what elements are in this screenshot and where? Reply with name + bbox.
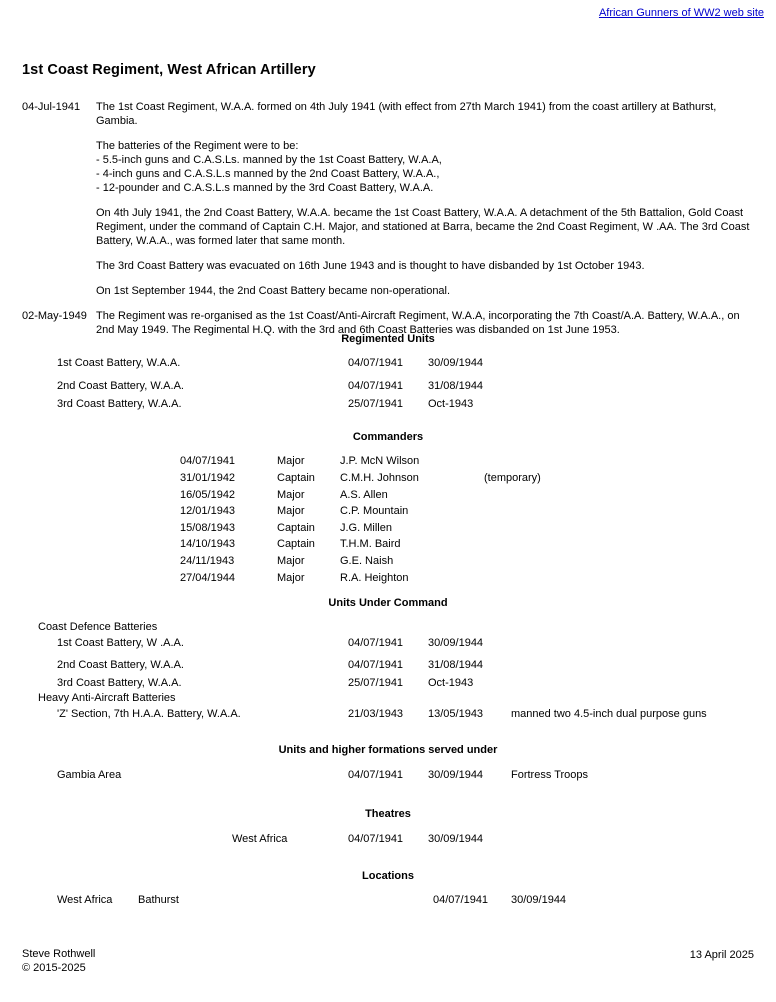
formation-from: 04/07/1941: [348, 769, 404, 781]
unit-group-label: Coast Defence Batteries: [38, 621, 158, 633]
african-gunners-site-link[interactable]: African Gunners of WW2 web site: [598, 7, 764, 19]
regimented-unit-from: 04/07/1941: [348, 357, 404, 369]
commander-rank: Major: [277, 555, 305, 567]
commander-name: A.S. Allen: [340, 489, 388, 501]
regimented-unit-from: 04/07/1941: [348, 380, 404, 392]
formation-to: 30/09/1944: [428, 769, 484, 781]
footer-author: Steve Rothwell: [22, 948, 96, 960]
commander-name: J.P. McN Wilson: [340, 455, 420, 467]
unit-to: 30/09/1944: [428, 637, 484, 649]
commander-note: (temporary): [484, 472, 541, 484]
regimented-unit-from: 25/07/1941: [348, 398, 404, 410]
section-heading-theatres: Theatres: [365, 808, 411, 820]
commander-rank: Major: [277, 489, 305, 501]
unit-name: 2nd Coast Battery, W.A.A.: [57, 659, 184, 671]
chronology-paragraph: - 4-inch guns and C.A.S.L.s manned by the 2nd Coast Battery, W.A.A.,: [96, 168, 440, 180]
commander-rank: Captain: [277, 522, 315, 534]
unit-note: manned two 4.5-inch dual purpose guns: [511, 708, 707, 720]
footer-date: 13 April 2025: [689, 949, 754, 961]
chronology-body: [96, 100, 752, 298]
location-region: West Africa: [57, 894, 113, 906]
section-heading-higher-formations: Units and higher formations served under: [278, 744, 498, 756]
commander-rank: Major: [277, 505, 305, 517]
commander-date: 14/10/1943: [180, 538, 236, 550]
commander-rank: Captain: [277, 472, 315, 484]
unit-group-label: Heavy Anti-Aircraft Batteries: [38, 692, 176, 704]
unit-name: 'Z' Section, 7th H.A.A. Battery, W.A.A.: [57, 708, 241, 720]
chronology-paragraph: - 12-pounder and C.A.S.L.s manned by the 3rd Coast Battery, W.A.A.: [96, 182, 434, 194]
theatre-to: 30/09/1944: [428, 833, 484, 845]
regimented-unit-to: 31/08/1944: [428, 380, 484, 392]
commander-date: 27/04/1944: [180, 572, 236, 584]
regimented-unit-name: 3rd Coast Battery, W.A.A.: [57, 398, 182, 410]
section-heading-commanders: Commanders: [352, 431, 424, 443]
chronology-paragraph: The batteries of the Regiment were to be:: [96, 140, 299, 152]
theatre-from: 04/07/1941: [348, 833, 404, 845]
unit-name: 1st Coast Battery, W .A.A.: [57, 637, 184, 649]
unit-to: 13/05/1943: [428, 708, 484, 720]
commander-date: 12/01/1943: [180, 505, 236, 517]
commander-date: 16/05/1942: [180, 489, 236, 501]
chronology-paragraph: The Regiment was re-organised as the 1st Coast/Anti-Aircraft Regiment, W.A.A, incorporating the 7th Coast/A.A. Battery, W.A.A., on 2nd May 1949. The Regimental H.Q. with the 3rd and 6th Coast Batteries was disbanded on 1st June 1953.: [96, 310, 740, 336]
commander-date: 24/11/1943: [180, 555, 235, 567]
chronology: [22, 100, 752, 348]
unit-from: 04/07/1941: [348, 659, 404, 671]
unit-from: 25/07/1941: [348, 677, 404, 689]
regimented-unit-name: 2nd Coast Battery, W.A.A.: [57, 380, 184, 392]
commander-name: G.E. Naish: [340, 555, 394, 567]
section-heading-regimented-units: Regimented Units: [341, 333, 435, 345]
commander-date: 15/08/1943: [180, 522, 236, 534]
formation-name: Gambia Area: [57, 769, 122, 781]
unit-from: 21/03/1943: [348, 708, 404, 720]
chronology-paragraph: The 1st Coast Regiment, W.A.A. formed on 4th July 1941 (with effect from 27th March 1941) from the coast artillery at Bathurst, Gambia.: [96, 101, 717, 127]
location-to: 30/09/1944: [511, 894, 567, 906]
formation-note: Fortress Troops: [511, 769, 589, 781]
chronology-date: 04-Jul-1941: [22, 101, 81, 113]
unit-to: Oct-1943: [428, 677, 474, 689]
commander-rank: Captain: [277, 538, 315, 550]
commander-name: C.P. Mountain: [340, 505, 409, 517]
unit-to: 31/08/1944: [428, 659, 484, 671]
commander-name: J.G. Millen: [340, 522, 392, 534]
regimented-unit-name: 1st Coast Battery, W.A.A.: [57, 357, 181, 369]
footer-left: [22, 947, 95, 975]
section-heading-locations: Locations: [362, 870, 414, 882]
chronology-date: 02-May-1949: [22, 310, 87, 322]
commander-name: C.M.H. Johnson: [340, 472, 419, 484]
page-title: 1st Coast Regiment, West African Artillery: [22, 62, 316, 78]
commander-rank: Major: [277, 455, 305, 467]
regimented-unit-to: Oct-1943: [428, 398, 474, 410]
commander-date: 31/01/1942: [180, 472, 236, 484]
chronology-paragraph: On 4th July 1941, the 2nd Coast Battery, W.A.A. became the 1st Coast Battery, W.A.A. A detachment of the 5th Battalion, Gold Coast Regiment, under the command of Captain C.H. Major, and stationed at Barra, became the 2nd Coast Regiment, W .AA. The 3rd Coast Battery, W.A.A., was formed later that same month.: [96, 207, 750, 247]
commander-name: T.H.M. Baird: [340, 538, 401, 550]
chronology-paragraph: The 3rd Coast Battery was evacuated on 16th June 1943 and is thought to have disbanded by 1st October 1943.: [96, 260, 645, 272]
unit-from: 04/07/1941: [348, 637, 404, 649]
unit-name: 3rd Coast Battery, W.A.A.: [57, 677, 182, 689]
chronology-paragraph: On 1st September 1944, the 2nd Coast Battery became non-operational.: [96, 285, 451, 297]
chronology-entry: [22, 100, 752, 298]
commander-rank: Major: [277, 572, 305, 584]
regimented-unit-to: 30/09/1944: [428, 357, 484, 369]
location-from: 04/07/1941: [433, 894, 489, 906]
theatre-name: West Africa: [232, 833, 288, 845]
footer-copyright: © 2015-2025: [22, 962, 86, 974]
chronology-paragraph: - 5.5-inch guns and C.A.S.Ls. manned by the 1st Coast Battery, W.A.A,: [96, 154, 442, 166]
commander-name: R.A. Heighton: [340, 572, 409, 584]
section-heading-units-under-command: Units Under Command: [328, 597, 448, 609]
location-place: Bathurst: [138, 894, 179, 906]
commander-date: 04/07/1941: [180, 455, 236, 467]
